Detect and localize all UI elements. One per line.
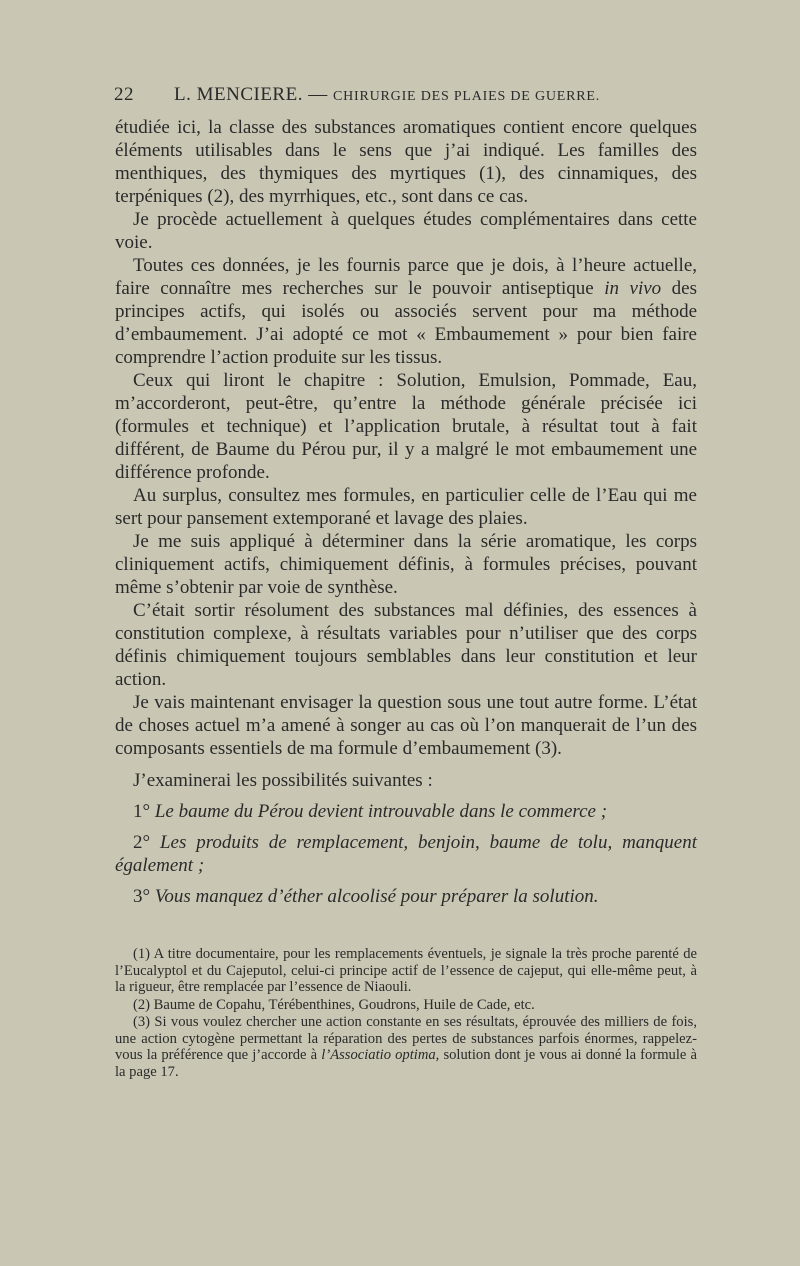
paragraph: étudiée ici, la classe des substances aromatiques contient encore quelques éléments utilisables dans le sens que j’ai indiqué. Les familles des menthiques, des thymiques des myrtiques (1), des cinnamiques, des terpéniques (2), des myrrhiques, etc., sont dans ce cas. [115,117,697,207]
header-title [174,84,600,106]
footnote: (3) Si vous voulez chercher une action constante en ses résultats, éprouvée des milliers de fois, une action cytogène permettant la réparation des pertes de substances parfois énormes, rappelez-vous la préférence que j’accorde à l’Associatio optima, solution dont je vous ai donné la formule à la page 17. [115,1014,697,1080]
footnote: (2) Baume de Copahu, Térébenthines, Goudrons, Huile de Cade, etc. [133,996,535,1013]
header-book-title: CHIRURGIE DES PLAIES DE GUERRE. [332,89,601,104]
header-author: L. MENCIERE. — [174,84,328,105]
list-item: 1° Le baume du Pérou devient introuvable dans le commerce ; [133,801,608,822]
paragraph: Je vais maintenant envisager la question sous une tout autre forme. L’état de choses actuel m’a amené à songer au cas où l’on manquerait de l’un des composants essentiels de ma formule d’embaumement (3). [115,692,697,759]
paragraph: Je procède actuellement à quelques études complémentaires dans cette voie. [115,209,697,253]
paragraph: Ceux qui liront le chapitre : Solution, Emulsion, Pommade, Eau, m’accorderont, peut-être, qu’entre la méthode générale précisée ici (formules et technique) et l’application brutale, à résultat tout à fait différent, de Baume du Pérou pur, il y a malgré le mot embaumement une différence profonde. [115,370,697,483]
footnote: (1) A titre documentaire, pour les remplacements éventuels, je signale la très proche parenté de l’Eucalyptol et du Cajeputol, celui-ci principe actif de l’essence de cajeput, qui elle-même peut, à la rigueur, être remplacée par l’essence de Niaouli. [115,946,697,995]
body-text [115,116,697,908]
paragraph: Je me suis appliqué à déterminer dans la série aromatique, les corps cliniquement actifs, chimiquement définis, à formules précises, pouvant même s’obtenir par voie de synthèse. [115,531,697,598]
paragraph: Toutes ces données, je les fournis parce que je dois, à l’heure actuelle, faire connaître mes recherches sur le pouvoir antiseptique in vivo des principes actifs, qui isolés ou associés servent pour ma méthode d’embaumement. J’ai adopté ce mot « Embaumement » pour bien faire comprendre l’action produite sur les tissus. [115,255,697,368]
list-item: 2° Les produits de remplacement, benjoin, baume de tolu, manquent également ; [115,832,697,876]
page-number: 22 [114,84,134,105]
paragraph: Au surplus, consultez mes formules, en particulier celle de l’Eau qui me sert pour pansement extemporané et lavage des plaies. [115,485,697,529]
footnotes [115,946,697,1081]
paragraph: J’examinerai les possibilités suivantes : [133,770,433,791]
running-header [114,84,700,110]
paragraph: C’était sortir résolument des substances mal définies, des essences à constitution complexe, à résultats variables pour n’utiliser que des corps définis chimiquement toujours semblables dans leur constitution et leur action. [115,600,697,690]
list-item: 3° Vous manquez d’éther alcoolisé pour préparer la solution. [133,886,599,907]
